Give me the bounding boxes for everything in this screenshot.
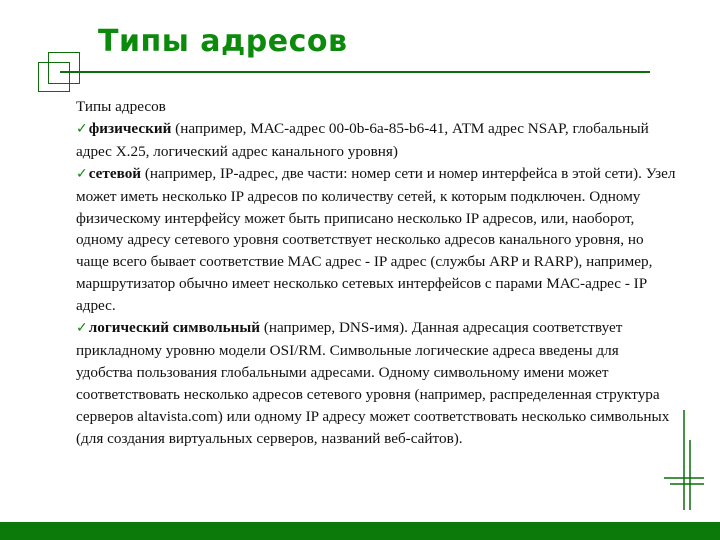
- body-heading: Типы адресов: [76, 98, 166, 115]
- list-item-physical: [76, 118, 676, 163]
- decorative-square-inner: [48, 52, 80, 84]
- checkmark-icon: ✓: [76, 120, 88, 137]
- slide-body: [76, 96, 676, 450]
- title-underline: [60, 71, 650, 73]
- text-symbolic: (например, DNS-имя). Данная адресация соответствует прикладному уровню модели OSI/RM. Символьные логические адреса введены для удобства пользования глобальными адресами. Одному символьному имени может соответствовать несколько адресов сетевого уровня (например, распределенная структура серверов altavista.com) или одному IP адресу может соответствовать несколько символьных (для создания виртуальных серверов, названий веб-сайтов).: [76, 319, 670, 447]
- checkmark-icon: ✓: [76, 320, 88, 337]
- footer-bar: [0, 522, 720, 540]
- text-physical: (например, МАС-адрес 00-0b-6a-85-b6-41, АТМ адрес NSAP, глобальный адрес Х.25, логический адрес канального уровня): [76, 119, 649, 160]
- checkmark-icon: ✓: [76, 165, 88, 182]
- term-network: сетевой: [88, 164, 142, 182]
- list-item-symbolic: [76, 317, 676, 449]
- term-physical: физический: [88, 119, 172, 137]
- slide-title: Типы адресов: [98, 24, 348, 59]
- text-network: (например, IP-адрес, две части: номер сети и номер интерфейса в этой сети). Узел может иметь несколько IP адресов по количеству сетей, к которым подключен. Одному физическому интерфейсу может быть приписано несколько IP адресов, или, наоборот, одному адресу сетевого уровня соответствует несколько адресов канального уровня, но чаще всего бывает соответствие МАС адрес - IP адрес (службы ARP и RARP), например, маршрутизатор обычно имеет несколько сетевых интерфейсов с парами МАС-адрес - IP адрес.: [76, 164, 676, 315]
- term-symbolic: логический символьный: [88, 319, 261, 337]
- list-item-network: [76, 163, 676, 317]
- decorative-corner-lines: [664, 410, 704, 510]
